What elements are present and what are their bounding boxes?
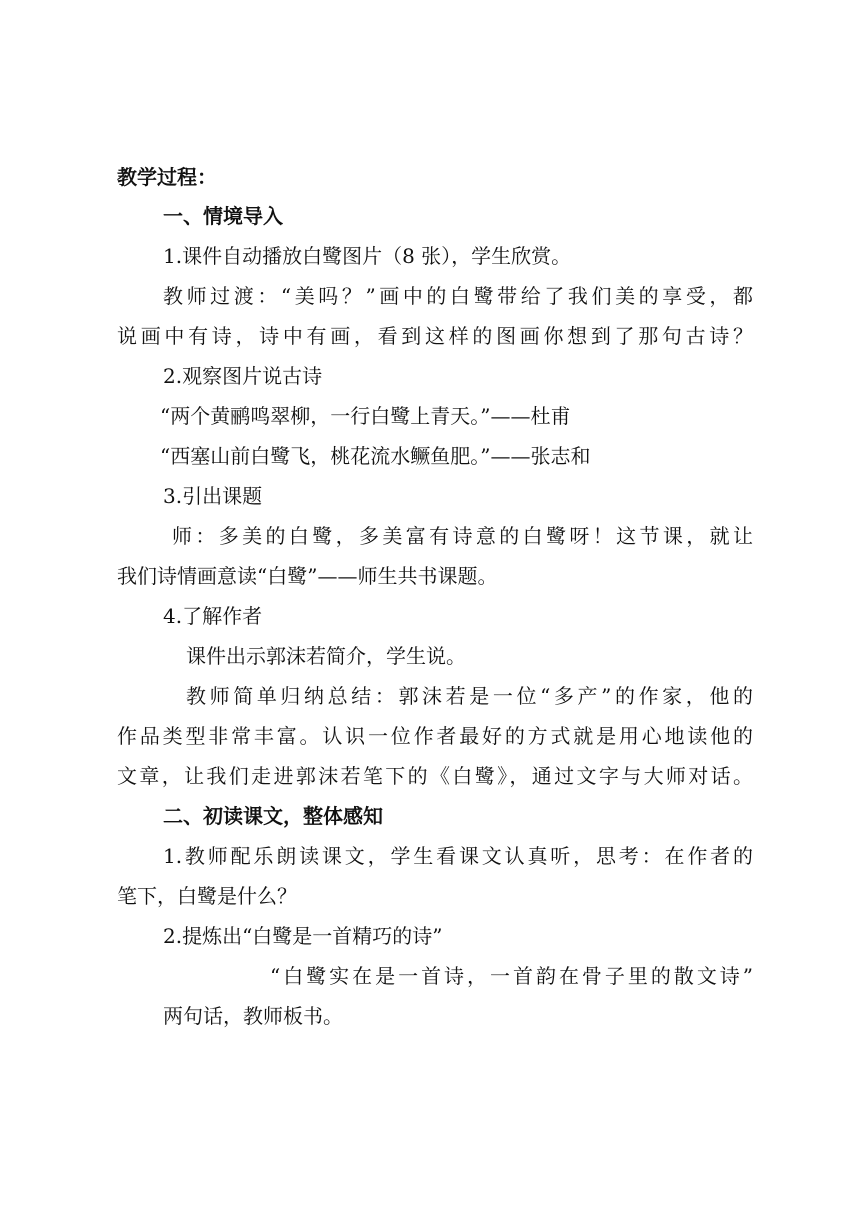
s1-item2: 2.观察图片说古诗 [163,364,323,388]
s1-summary-line2 [117,724,753,748]
s2-item1-line1 [163,844,753,868]
s2-item2-quote-text: “白鹭实在是一首诗，一首韵在骨子里的散文诗” [270,964,753,988]
s1-teacher-transition-line1 [163,284,753,308]
teaching-process-heading: 教学过程： [117,165,217,189]
s1-item1: 1.课件自动播放白鹭图片（8 张），学生欣赏。 [163,244,572,268]
s1-item4-sub: 课件出示郭沫若简介，学生说。 [186,644,466,668]
s2-item2-quote [270,964,753,988]
s1-summary-line3 [117,764,753,788]
section1-title: 一、情境导入 [163,204,283,228]
s1-poem1: “两个黄鹂鸣翠柳，一行白鹭上青天。”——杜甫 [160,404,571,428]
s1-summary-line2-text: 作品类型非常丰富。认识一位作者最好的方式就是用心地读他的 [117,724,753,748]
s1-item4: 4.了解作者 [163,604,263,628]
s1-item3: 3.引出课题 [163,484,263,508]
s2-item1-line1-text: 1.教师配乐朗读课文，学生看课文认真听，思考：在作者的 [163,844,753,868]
s1-summary-line1 [186,684,753,708]
s1-teacher-line2: 我们诗情画意读“白鹭”——师生共书课题。 [117,564,498,588]
s2-item2-end: 两句话，教师板书。 [163,1004,343,1028]
s1-summary-line1-text: 教师简单归纳总结：郭沫若是一位“多产”的作家，他的 [186,684,753,708]
s2-item1-line2: 笔下，白鹭是什么？ [117,884,297,908]
s1-teacher-transition-line1-text: 教师过渡：“美吗？”画中的白鹭带给了我们美的享受，都 [163,284,753,308]
s1-summary-line3-text: 文章，让我们走进郭沫若笔下的《白鹭》，通过文字与大师对话。 [117,764,753,788]
s1-teacher-line1 [172,524,753,548]
s1-teacher-transition-line2 [117,324,753,348]
s1-teacher-line1-text: 师：多美的白鹭，多美富有诗意的白鹭呀！这节课，就让 [172,524,753,548]
s1-poem2: “西塞山前白鹭飞，桃花流水鳜鱼肥。”——张志和 [160,444,591,468]
section2-title: 二、初读课文，整体感知 [163,804,383,828]
s1-teacher-transition-line2-text: 说画中有诗，诗中有画，看到这样的图画你想到了那句古诗？ [117,324,753,348]
s2-item2: 2.提炼出“白鹭是一首精巧的诗” [163,924,443,948]
